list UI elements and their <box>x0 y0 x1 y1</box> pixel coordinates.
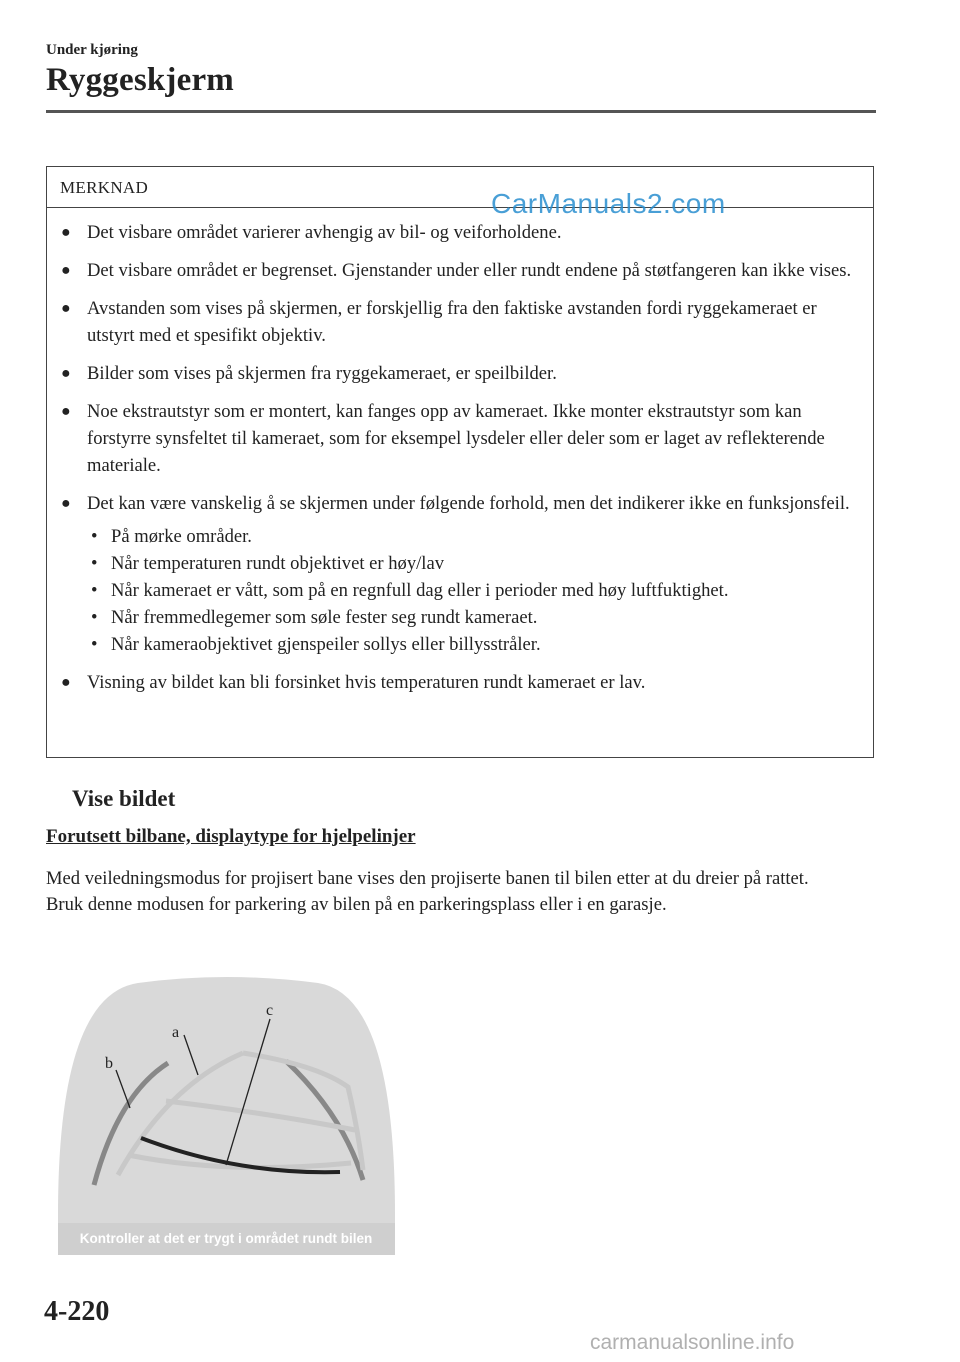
note-item <box>47 669 863 696</box>
section-heading: Vise bildet <box>72 786 176 811</box>
label-a: a <box>172 1024 180 1041</box>
paragraph: Bruk denne modusen for parkering av bilen på en parkeringsplass eller i en garasje. <box>46 894 667 915</box>
watermark: CarManuals2.com <box>491 188 726 219</box>
note-item-text: Visning av bildet kan bli forsinket hvis temperaturen rundt kameraet er lav. <box>87 672 646 693</box>
page-title: Ryggeskjerm <box>46 62 234 98</box>
note-item <box>47 295 863 349</box>
sub-item <box>87 550 863 577</box>
sub-item-text: Når kameraobjektivet gjenspeiler sollys eller billysstråler. <box>111 634 541 655</box>
sub-item <box>87 631 863 658</box>
note-item-text: Bilder som vises på skjermen fra ryggekameraet, er speilbilder. <box>87 363 557 384</box>
bullet-icon: ● <box>61 300 71 317</box>
sub-bullet-icon: • <box>91 526 98 547</box>
note-item <box>47 257 863 284</box>
sub-item <box>87 604 863 631</box>
bullet-icon: ● <box>61 495 71 512</box>
sub-item <box>87 523 863 550</box>
figure-caption: Kontroller at det er trygt i området rundt bilen <box>79 1231 373 1246</box>
sub-bullet-icon: • <box>91 580 98 601</box>
note-item-text: Avstanden som vises på skjermen, er forskjellig fra den faktiske avstanden fordi ryggekameraet er utstyrt med et spesifikt objektiv. <box>87 298 817 346</box>
sub-list <box>87 523 863 658</box>
sub-item-text: Når fremmedlegemer som søle fester seg rundt kameraet. <box>111 607 538 628</box>
note-item <box>47 360 863 387</box>
note-item-text: Det visbare området varierer avhengig av bil- og veiforholdene. <box>87 222 562 243</box>
sub-item-text: På mørke områder. <box>111 526 252 547</box>
note-item-text: Noe ekstrautstyr som er montert, kan fanges opp av kameraet. Ikke monter ekstrautstyr som kan forstyrre synsfeltet til kameraet, som for eksempel lysdeler eller deler som er laget av reflekterende materiale. <box>87 401 825 476</box>
bullet-icon: ● <box>61 262 71 279</box>
note-item-text: Det visbare området er begrenset. Gjenstander under eller rundt endene på støtfangeren kan ikke vises. <box>87 260 852 281</box>
body-text <box>46 866 876 918</box>
note-list <box>47 208 873 696</box>
note-item <box>47 490 863 658</box>
label-c: c <box>266 1002 274 1019</box>
sub-bullet-icon: • <box>91 607 98 628</box>
sub-bullet-icon: • <box>91 553 98 574</box>
sub-item <box>87 577 863 604</box>
subsection-heading: Forutsett bilbane, displaytype for hjelpelinjer <box>46 826 416 847</box>
sub-item-text: Når kameraet er vått, som på en regnfull dag eller i perioder med høy luftfuktighet. <box>111 580 729 601</box>
title-divider <box>46 110 876 113</box>
note-box <box>46 166 874 758</box>
bullet-icon: ● <box>61 224 71 241</box>
footer-watermark: carmanualsonline.info <box>590 1331 795 1354</box>
bullet-icon: ● <box>61 365 71 382</box>
bullet-icon: ● <box>61 674 71 691</box>
bullet-icon: ● <box>61 403 71 420</box>
section-label: Under kjøring <box>46 42 138 58</box>
note-heading: MERKNAD <box>47 167 873 208</box>
note-item <box>47 219 863 246</box>
rear-camera-display-figure <box>58 975 395 1255</box>
sub-bullet-icon: • <box>91 634 98 655</box>
paragraph: Med veiledningsmodus for projisert bane vises den projiserte banen til bilen etter at du dreier på rattet. <box>46 868 809 889</box>
note-item-text: Det kan være vanskelig å se skjermen under følgende forhold, men det indikerer ikke en funksjonsfeil. <box>87 493 850 514</box>
sub-item-text: Når temperaturen rundt objektivet er høy/lav <box>111 553 445 574</box>
page-number: 4-220 <box>44 1296 110 1327</box>
label-b: b <box>105 1055 113 1072</box>
note-item <box>47 398 863 479</box>
